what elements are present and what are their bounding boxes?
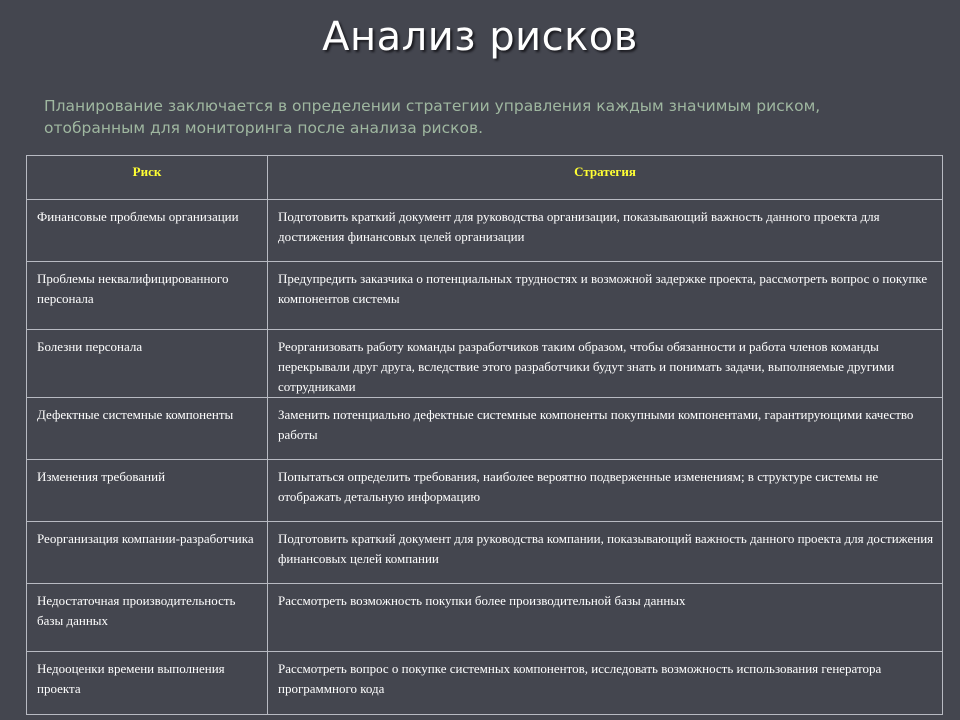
risk-text: Недооценки времени выполнения проекта — [37, 661, 225, 696]
strategy-text: Заменить потенциально дефектные системные компоненты покупными компонентами, гарантирующими качество работы — [278, 407, 914, 442]
risk-cell — [27, 460, 268, 522]
strategy-cell — [268, 398, 943, 460]
strategy-cell — [268, 200, 943, 262]
table-row — [27, 330, 943, 398]
risk-cell — [27, 330, 268, 398]
strategy-text: Подготовить краткий документ для руководства организации, показывающий важность данного проекта для достижения финансовых целей организации — [278, 209, 880, 244]
risk-cell — [27, 584, 268, 652]
risk-text: Финансовые проблемы организации — [37, 209, 239, 224]
table-row — [27, 584, 943, 652]
risk-text: Изменения требований — [37, 469, 166, 484]
table-row — [27, 460, 943, 522]
strategy-cell — [268, 584, 943, 652]
strategy-cell — [268, 652, 943, 715]
strategy-text: Реорганизовать работу команды разработчиков таким образом, чтобы обязанности и работа членов команды перекрывали друг друга, вследствие этого разработчики будут знать и понимать задачи, выполняемые другими сотрудниками — [278, 339, 895, 394]
risk-text: Дефектные системные компоненты — [37, 407, 234, 422]
strategy-text: Рассмотреть вопрос о покупке системных компонентов, исследовать возможность использования генератора программного кода — [278, 661, 882, 696]
slide-title: Анализ рисков — [322, 14, 638, 60]
strategy-cell — [268, 460, 943, 522]
strategy-cell — [268, 330, 943, 398]
strategy-cell — [268, 522, 943, 584]
table-row — [27, 200, 943, 262]
table-row — [27, 398, 943, 460]
table-header-row — [27, 156, 943, 200]
risk-cell — [27, 262, 268, 330]
table-row — [27, 652, 943, 715]
risk-text: Недостаточная производительность базы данных — [37, 593, 236, 628]
table-row — [27, 522, 943, 584]
strategy-text: Рассмотреть возможность покупки более производительной базы данных — [278, 593, 686, 608]
risk-table — [26, 155, 943, 715]
slide-subtitle: Планирование заключается в определении стратегии управления каждым значимым риском, отобранным для мониторинга после анализа рисков. — [44, 97, 821, 137]
risk-text: Реорганизация компании-разработчика — [37, 531, 254, 546]
risk-cell — [27, 522, 268, 584]
risk-cell — [27, 398, 268, 460]
strategy-text: Подготовить краткий документ для руководства компании, показывающий важность данного проекта для достижения финансовых целей компании — [278, 531, 934, 566]
header-strategy: Стратегия — [268, 156, 943, 200]
strategy-text: Предупредить заказчика о потенциальных трудностях и возможной задержке проекта, рассмотреть вопрос о покупке компонентов системы — [278, 271, 928, 306]
header-risk: Риск — [27, 156, 268, 200]
strategy-text: Попытаться определить требования, наиболее вероятно подверженные изменениям; в структуре системы не отображать детальную информацию — [278, 469, 879, 504]
risk-text: Болезни персонала — [37, 339, 143, 354]
risk-cell — [27, 652, 268, 715]
table-row — [27, 262, 943, 330]
risk-text: Проблемы неквалифицированного персонала — [37, 271, 229, 306]
risk-cell — [27, 200, 268, 262]
strategy-cell — [268, 262, 943, 330]
